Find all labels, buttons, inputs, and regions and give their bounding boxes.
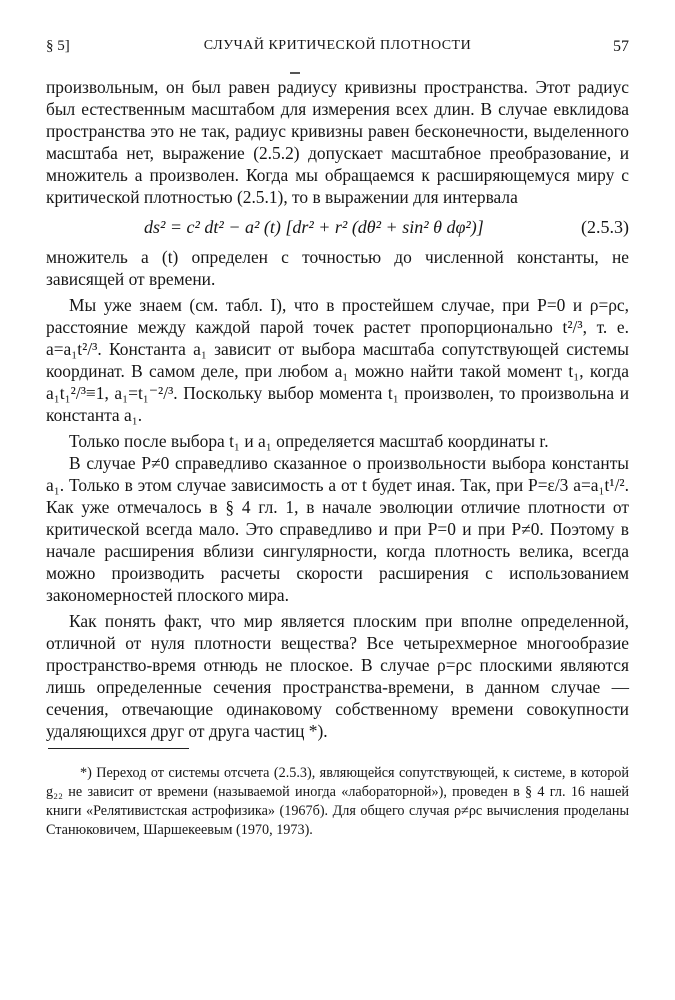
paragraph-1: произвольным, он был равен радиусу кривизны пространства. Этот радиус был естественным масштабом для измерения всех длин. В случае евклидова пространства это не так, радиус кривизны равен бесконечности, выделенного масштаба нет, выражение (2.5.2) допускает масштабное преобразование, и множитель a произволен. Когда мы обращаемся к расширяющемуся миру с критической плотностью (2.5.1), то в выражении для интервала <box>46 77 629 207</box>
footnote-divider <box>48 748 189 749</box>
paragraph-3: Мы уже знаем (см. табл. I), что в простейшем случае, при P=0 и ρ=ρc, расстояние между каждой парой точек растет пропорционально t²/³, т. е. a=a₁t²/³. Константа a₁ зависит от выбора масштаба сопутствующей системы координат. В самом деле, при любом a₁ можно найти такой момент t₁, когда a₁t₁²/³≡1, a₁=t₁⁻²/³. Поскольку выбор момента t₁ произволен, то произвольна и константа a₁. <box>46 295 629 425</box>
running-title: СЛУЧАЙ КРИТИЧЕСКОЙ ПЛОТНОСТИ <box>203 38 472 53</box>
main-text <box>46 76 629 742</box>
footnote: *) Переход от системы отсчета (2.5.3), являющейся сопутствующей, к системе, в которой g₂₂ не зависит от времени (называемой иногда «лабораторной»), проведен в § 4 гл. 16 нашей книги «Релятивистская астрофизика» (1967б). Для общего случая ρ≠ρc вычисления проделаны Станюковичем, Шаршекеевым (1970, 1973). <box>46 765 629 838</box>
page-number: 57 <box>613 38 629 55</box>
print-mark <box>290 72 300 74</box>
paragraph-2: множитель a (t) определен с точностью до численной константы, не зависящей от времени. <box>46 247 629 289</box>
paragraph-5: В случае P≠0 справедливо сказанное о произвольности выбора константы a₁. Только в этом случае зависимость a от t будет иная. Так, при P=ε/3 a=a₁t¹/². Как уже отмечалось в § 4 гл. 1, в начале эволюции отличие плотности от критической всегда мало. Это справедливо и при P=0 и при P≠0. Поэтому в начале расширения вблизи сингулярности, когда плотность велика, всегда можно производить расчеты скорости расширения с использованием закономерностей плоского мира. <box>46 453 629 605</box>
section-marker: § 5] <box>46 38 70 54</box>
equation-number: (2.5.3) <box>581 217 629 237</box>
paragraph-4: Только после выбора t₁ и a₁ определяется масштаб координаты r. <box>69 431 549 451</box>
equation-2-5-3 <box>46 210 629 244</box>
paragraph-6: Как понять факт, что мир является плоским при вполне определенной, отличной от нуля плотности вещества? Все четырехмерное многообразие пространство-время отнюдь не плоское. В случае ρ=ρc плоскими являются лишь определенные сечения пространства-времени, в данном случае — сечения, отвечающие одинаковому собственному времени совокупности удаляющихся друг от друга частиц *). <box>46 611 629 741</box>
equation-expression: ds² = c² dt² − a² (t) [dr² + r² (dθ² + sin² θ dφ²)] <box>144 217 484 237</box>
running-header <box>46 38 629 58</box>
